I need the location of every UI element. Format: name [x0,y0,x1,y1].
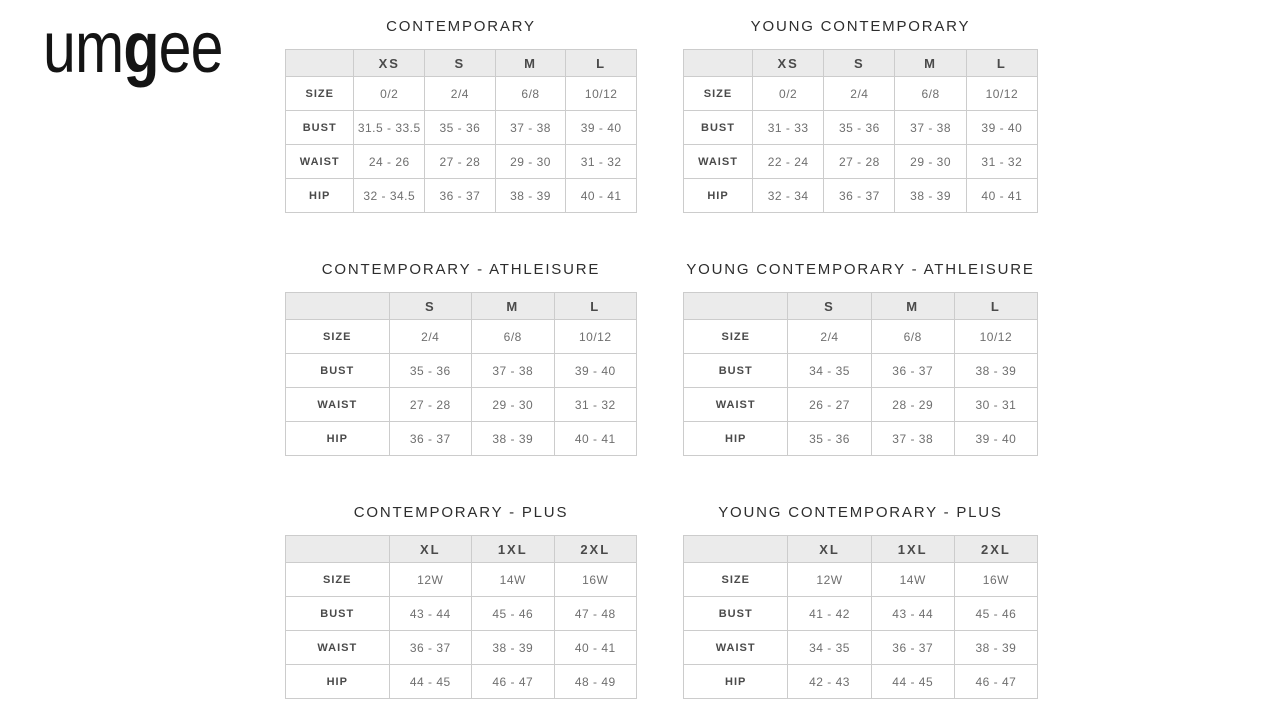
size-table-block [285,18,637,213]
size-table-title: CONTEMPORARY [386,18,536,35]
table-row [684,631,1038,665]
measurement-cell: 46 - 47 [954,665,1037,699]
row-label: HIP [684,422,788,456]
size-column-header: S [389,293,471,320]
measurement-cell: 36 - 37 [871,631,954,665]
measurement-cell: 36 - 37 [389,422,471,456]
size-column-header: L [554,293,637,320]
measurement-cell: 40 - 41 [554,422,637,456]
size-table-block [285,261,637,456]
row-label: BUST [286,111,354,145]
table-row [286,354,637,388]
measurement-cell: 12W [788,563,871,597]
row-label: HIP [286,179,354,213]
measurement-cell: 34 - 35 [788,354,871,388]
size-column-header: XL [788,536,871,563]
measurement-cell: 26 - 27 [788,388,871,422]
measurement-cell: 27 - 28 [389,388,471,422]
measurement-cell: 16W [554,563,637,597]
table-row [286,388,637,422]
size-table-title: YOUNG CONTEMPORARY - ATHLEISURE [686,261,1035,278]
table-row [684,179,1038,213]
size-column-header: S [425,50,496,77]
measurement-cell: 48 - 49 [554,665,637,699]
corner-cell [286,293,390,320]
table-row [684,388,1038,422]
size-table [683,535,1038,699]
measurement-cell: 31.5 - 33.5 [354,111,425,145]
row-label: SIZE [286,563,390,597]
table-row [286,563,637,597]
row-label: WAIST [684,145,753,179]
measurement-cell: 6/8 [472,320,554,354]
measurement-cell: 10/12 [954,320,1037,354]
corner-cell [684,50,753,77]
measurement-cell: 14W [472,563,554,597]
measurement-cell: 29 - 30 [472,388,554,422]
table-row [684,354,1038,388]
table-row [684,563,1038,597]
measurement-cell: 10/12 [554,320,637,354]
row-label: SIZE [684,563,788,597]
measurement-cell: 32 - 34 [753,179,824,213]
measurement-cell: 31 - 32 [554,388,637,422]
measurement-cell: 24 - 26 [354,145,425,179]
measurement-cell: 35 - 36 [425,111,496,145]
measurement-cell: 40 - 41 [966,179,1037,213]
measurement-cell: 31 - 32 [566,145,637,179]
table-row [684,422,1038,456]
measurement-cell: 2/4 [425,77,496,111]
table-row [684,145,1038,179]
table-row [286,77,637,111]
measurement-cell: 38 - 39 [954,354,1037,388]
measurement-cell: 38 - 39 [895,179,966,213]
measurement-cell: 38 - 39 [954,631,1037,665]
table-row [286,631,637,665]
size-column-header: L [966,50,1037,77]
size-table-title: YOUNG CONTEMPORARY - PLUS [718,504,1003,521]
measurement-cell: 6/8 [495,77,566,111]
measurement-cell: 32 - 34.5 [354,179,425,213]
row-label: WAIST [286,631,390,665]
measurement-cell: 0/2 [753,77,824,111]
row-label: WAIST [286,145,354,179]
size-table [683,49,1038,213]
measurement-cell: 41 - 42 [788,597,871,631]
measurement-cell: 37 - 38 [495,111,566,145]
row-label: HIP [684,179,753,213]
measurement-cell: 6/8 [871,320,954,354]
measurement-cell: 43 - 44 [871,597,954,631]
size-table [285,49,637,213]
measurement-cell: 16W [954,563,1037,597]
measurement-cell: 12W [389,563,471,597]
row-label: WAIST [286,388,390,422]
row-label: HIP [286,422,390,456]
brand-logo-text-bold: g [123,8,159,88]
measurement-cell: 37 - 38 [472,354,554,388]
table-row [684,77,1038,111]
corner-cell [684,293,788,320]
measurement-cell: 29 - 30 [895,145,966,179]
brand-logo-text-end: ee [158,8,223,88]
row-label: BUST [684,111,753,145]
measurement-cell: 14W [871,563,954,597]
measurement-cell: 6/8 [895,77,966,111]
size-column-header: 1XL [871,536,954,563]
measurement-cell: 36 - 37 [824,179,895,213]
table-row [286,179,637,213]
measurement-cell: 2/4 [389,320,471,354]
measurement-cell: 27 - 28 [824,145,895,179]
size-column-header: XS [753,50,824,77]
measurement-cell: 39 - 40 [566,111,637,145]
size-column-header: M [495,50,566,77]
row-label: SIZE [684,77,753,111]
brand-logo [43,8,223,88]
row-label: BUST [684,597,788,631]
measurement-cell: 45 - 46 [472,597,554,631]
row-label: BUST [684,354,788,388]
row-label: HIP [684,665,788,699]
table-row [286,320,637,354]
measurement-cell: 39 - 40 [954,422,1037,456]
measurement-cell: 2/4 [788,320,871,354]
measurement-cell: 31 - 33 [753,111,824,145]
measurement-cell: 44 - 45 [389,665,471,699]
measurement-cell: 34 - 35 [788,631,871,665]
size-column-header: M [871,293,954,320]
table-row [286,111,637,145]
measurement-cell: 40 - 41 [566,179,637,213]
row-label: BUST [286,354,390,388]
measurement-cell: 37 - 38 [871,422,954,456]
table-row [286,422,637,456]
measurement-cell: 42 - 43 [788,665,871,699]
measurement-cell: 30 - 31 [954,388,1037,422]
size-column-header: XL [389,536,471,563]
measurement-cell: 38 - 39 [472,422,554,456]
size-table-title: CONTEMPORARY - PLUS [353,504,569,521]
measurement-cell: 47 - 48 [554,597,637,631]
header-row [684,293,1038,320]
size-table-block [683,504,1038,699]
row-label: HIP [286,665,390,699]
row-label: SIZE [286,77,354,111]
row-label: BUST [286,597,390,631]
size-table-title: CONTEMPORARY - ATHLEISURE [321,261,601,278]
measurement-cell: 36 - 37 [871,354,954,388]
measurement-cell: 31 - 32 [966,145,1037,179]
brand-logo-text-start: um [43,8,124,88]
measurement-cell: 38 - 39 [472,631,554,665]
row-label: WAIST [684,631,788,665]
measurement-cell: 39 - 40 [966,111,1037,145]
size-column-header: S [824,50,895,77]
table-row [684,320,1038,354]
measurement-cell: 10/12 [566,77,637,111]
table-row [286,665,637,699]
table-row [684,597,1038,631]
size-column-header: 2XL [954,536,1037,563]
size-column-header: XS [354,50,425,77]
header-row [286,293,637,320]
header-row [684,50,1038,77]
measurement-cell: 28 - 29 [871,388,954,422]
measurement-cell: 45 - 46 [954,597,1037,631]
measurement-cell: 35 - 36 [824,111,895,145]
measurement-cell: 22 - 24 [753,145,824,179]
measurement-cell: 36 - 37 [425,179,496,213]
size-column-header: 1XL [472,536,554,563]
size-table-block [285,504,637,699]
measurement-cell: 39 - 40 [554,354,637,388]
size-table-block [683,261,1038,456]
measurement-cell: 0/2 [354,77,425,111]
measurement-cell: 2/4 [824,77,895,111]
measurement-cell: 35 - 36 [788,422,871,456]
size-column-header: M [472,293,554,320]
table-row [286,597,637,631]
size-column-header: 2XL [554,536,637,563]
size-table-block [683,18,1038,213]
measurement-cell: 38 - 39 [495,179,566,213]
size-column-header: L [566,50,637,77]
size-column-header: M [895,50,966,77]
measurement-cell: 10/12 [966,77,1037,111]
header-row [286,50,637,77]
row-label: SIZE [286,320,390,354]
measurement-cell: 29 - 30 [495,145,566,179]
table-row [286,145,637,179]
size-table [285,535,637,699]
size-column-header: S [788,293,871,320]
header-row [684,536,1038,563]
measurement-cell: 43 - 44 [389,597,471,631]
size-column-header: L [954,293,1037,320]
measurement-cell: 37 - 38 [895,111,966,145]
row-label: WAIST [684,388,788,422]
corner-cell [286,50,354,77]
measurement-cell: 44 - 45 [871,665,954,699]
table-row [684,665,1038,699]
row-label: SIZE [684,320,788,354]
corner-cell [684,536,788,563]
size-table-title: YOUNG CONTEMPORARY [750,18,971,35]
measurement-cell: 35 - 36 [389,354,471,388]
measurement-cell: 36 - 37 [389,631,471,665]
measurement-cell: 27 - 28 [425,145,496,179]
corner-cell [286,536,390,563]
size-table [285,292,637,456]
header-row [286,536,637,563]
size-table [683,292,1038,456]
table-row [684,111,1038,145]
measurement-cell: 40 - 41 [554,631,637,665]
measurement-cell: 46 - 47 [472,665,554,699]
